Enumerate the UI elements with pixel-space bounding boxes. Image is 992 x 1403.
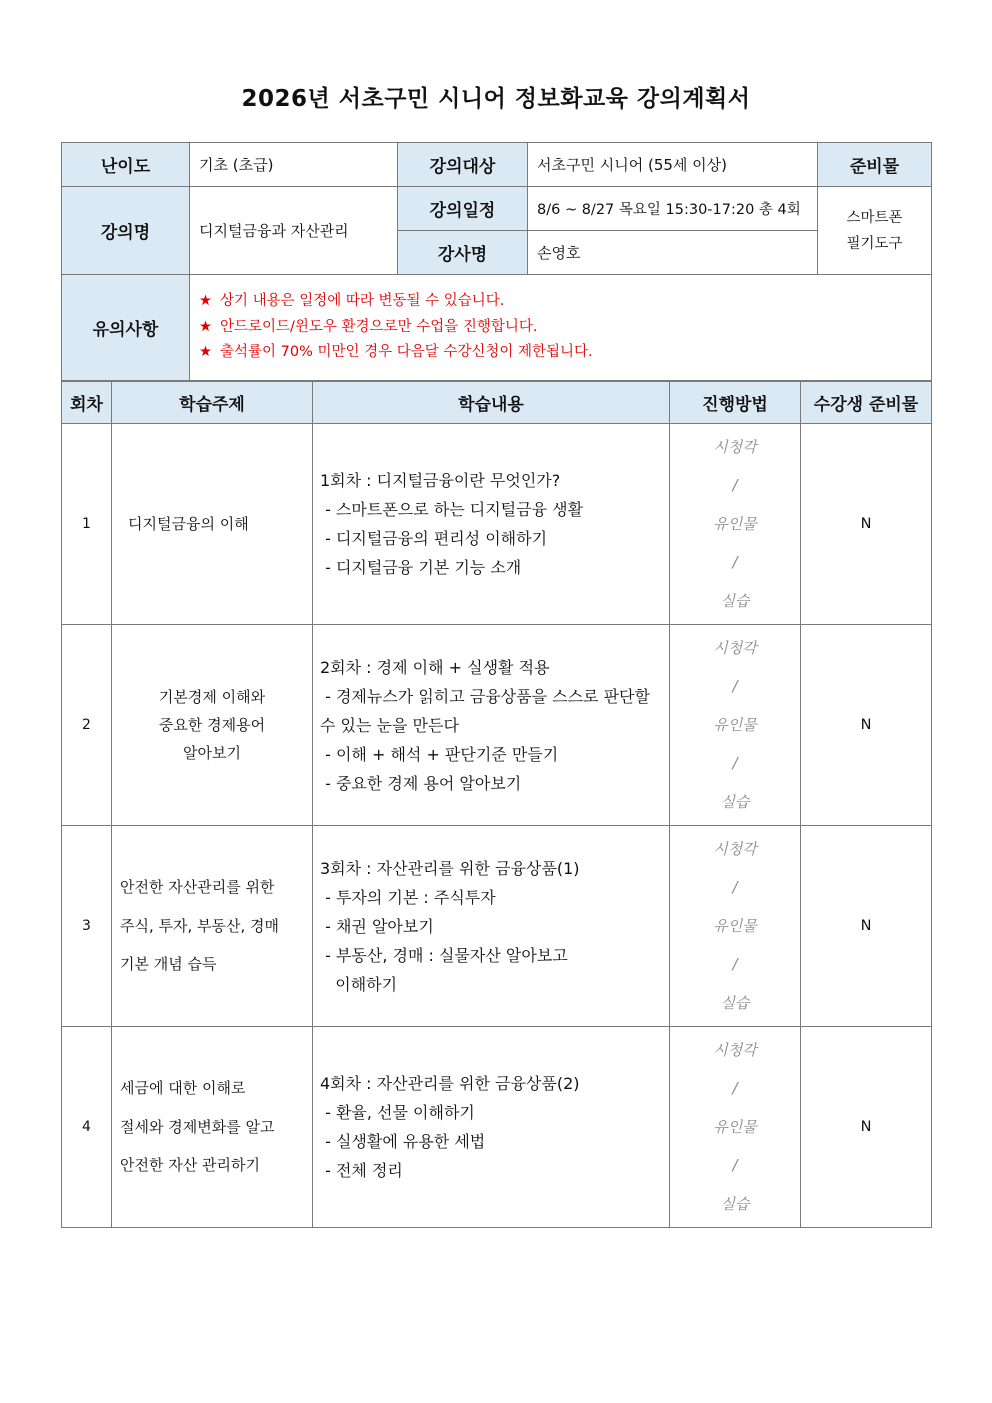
table-row — [62, 826, 932, 1027]
session-number: 4 — [62, 1027, 112, 1228]
star-icon: ★ — [199, 293, 212, 310]
star-icon: ★ — [199, 318, 212, 335]
session-prep: N — [801, 424, 932, 625]
table-row — [62, 625, 932, 826]
session-prep: N — [801, 625, 932, 826]
session-prep: N — [801, 826, 932, 1027]
document-title: 2026년 서초구민 시니어 정보화교육 강의계획서 — [241, 86, 751, 112]
materials-value — [818, 187, 932, 275]
note-item: ★ 안드로이드/윈도우 환경으로만 수업을 진행합니다. — [199, 318, 538, 335]
session-topic: 안전한 자산관리를 위한 주식, 투자, 부동산, 경매 기본 개념 습득 — [112, 826, 313, 1027]
session-method: 시청각 / 유인물 / 실습 — [670, 625, 801, 826]
table-row — [62, 1027, 932, 1228]
header-topic: 학습주제 — [112, 382, 313, 424]
level-value: 기초 (초급) — [190, 143, 398, 187]
schedule-value: 8/6 ~ 8/27 목요일 15:30-17:20 총 4회 — [528, 187, 818, 231]
session-content: 4회차 : 자산관리를 위한 금융상품(2) - 환율, 선물 이해하기 - 실생활에 유용한 세법 - 전체 정리 — [313, 1027, 670, 1228]
session-prep: N — [801, 1027, 932, 1228]
instructor-label: 강사명 — [398, 231, 528, 275]
target-label: 강의대상 — [398, 143, 528, 187]
target-value: 서초구민 시니어 (55세 이상) — [528, 143, 818, 187]
table-row — [62, 424, 932, 625]
materials-item: 필기도구 — [846, 235, 903, 252]
header-session: 회차 — [62, 382, 112, 424]
session-content: 2회차 : 경제 이해 + 실생활 적용 - 경제뉴스가 읽히고 금융상품을 스스로 판단할 수 있는 눈을 만든다 - 이해 + 해석 + 판단기준 만들기 - 중요한 경제 용어 알아보기 — [313, 625, 670, 826]
materials-label: 준비물 — [818, 143, 932, 187]
course-name-value: 디지털금융과 자산관리 — [190, 187, 398, 275]
session-number: 2 — [62, 625, 112, 826]
level-label: 난이도 — [62, 143, 190, 187]
notes-label: 유의사항 — [62, 275, 190, 381]
session-content: 3회차 : 자산관리를 위한 금융상품(1) - 투자의 기본 : 주식투자 - 채권 알아보기 - 부동산, 경매 : 실물자산 알아보고 이해하기 — [313, 826, 670, 1027]
session-method: 시청각 / 유인물 / 실습 — [670, 424, 801, 625]
star-icon: ★ — [199, 344, 212, 361]
header-content: 학습내용 — [313, 382, 670, 424]
course-name-label: 강의명 — [62, 187, 190, 275]
session-topic: 디지털금융의 이해 — [112, 424, 313, 625]
session-number: 3 — [62, 826, 112, 1027]
notes-list — [190, 275, 932, 381]
note-item: ★ 출석률이 70% 미만인 경우 다음달 수강신청이 제한됩니다. — [199, 344, 593, 361]
schedule-label: 강의일정 — [398, 187, 528, 231]
header-method: 진행방법 — [670, 382, 801, 424]
header-prep: 수강생 준비물 — [801, 382, 932, 424]
note-item: ★ 상기 내용은 일정에 따라 변동될 수 있습니다. — [199, 293, 505, 310]
session-method: 시청각 / 유인물 / 실습 — [670, 1027, 801, 1228]
session-schedule-table — [61, 381, 932, 1228]
materials-item: 스마트폰 — [846, 209, 903, 226]
session-topic: 세금에 대한 이해로 절세와 경제변화를 알고 안전한 자산 관리하기 — [112, 1027, 313, 1228]
session-content: 1회차 : 디지털금융이란 무엇인가? - 스마트폰으로 하는 디지털금융 생활 - 디지털금융의 편리성 이해하기 - 디지털금융 기본 기능 소개 — [313, 424, 670, 625]
session-method: 시청각 / 유인물 / 실습 — [670, 826, 801, 1027]
instructor-value: 손영호 — [528, 231, 818, 275]
session-topic: 기본경제 이해와 중요한 경제용어 알아보기 — [112, 625, 313, 826]
course-info-table — [61, 142, 932, 381]
session-number: 1 — [62, 424, 112, 625]
